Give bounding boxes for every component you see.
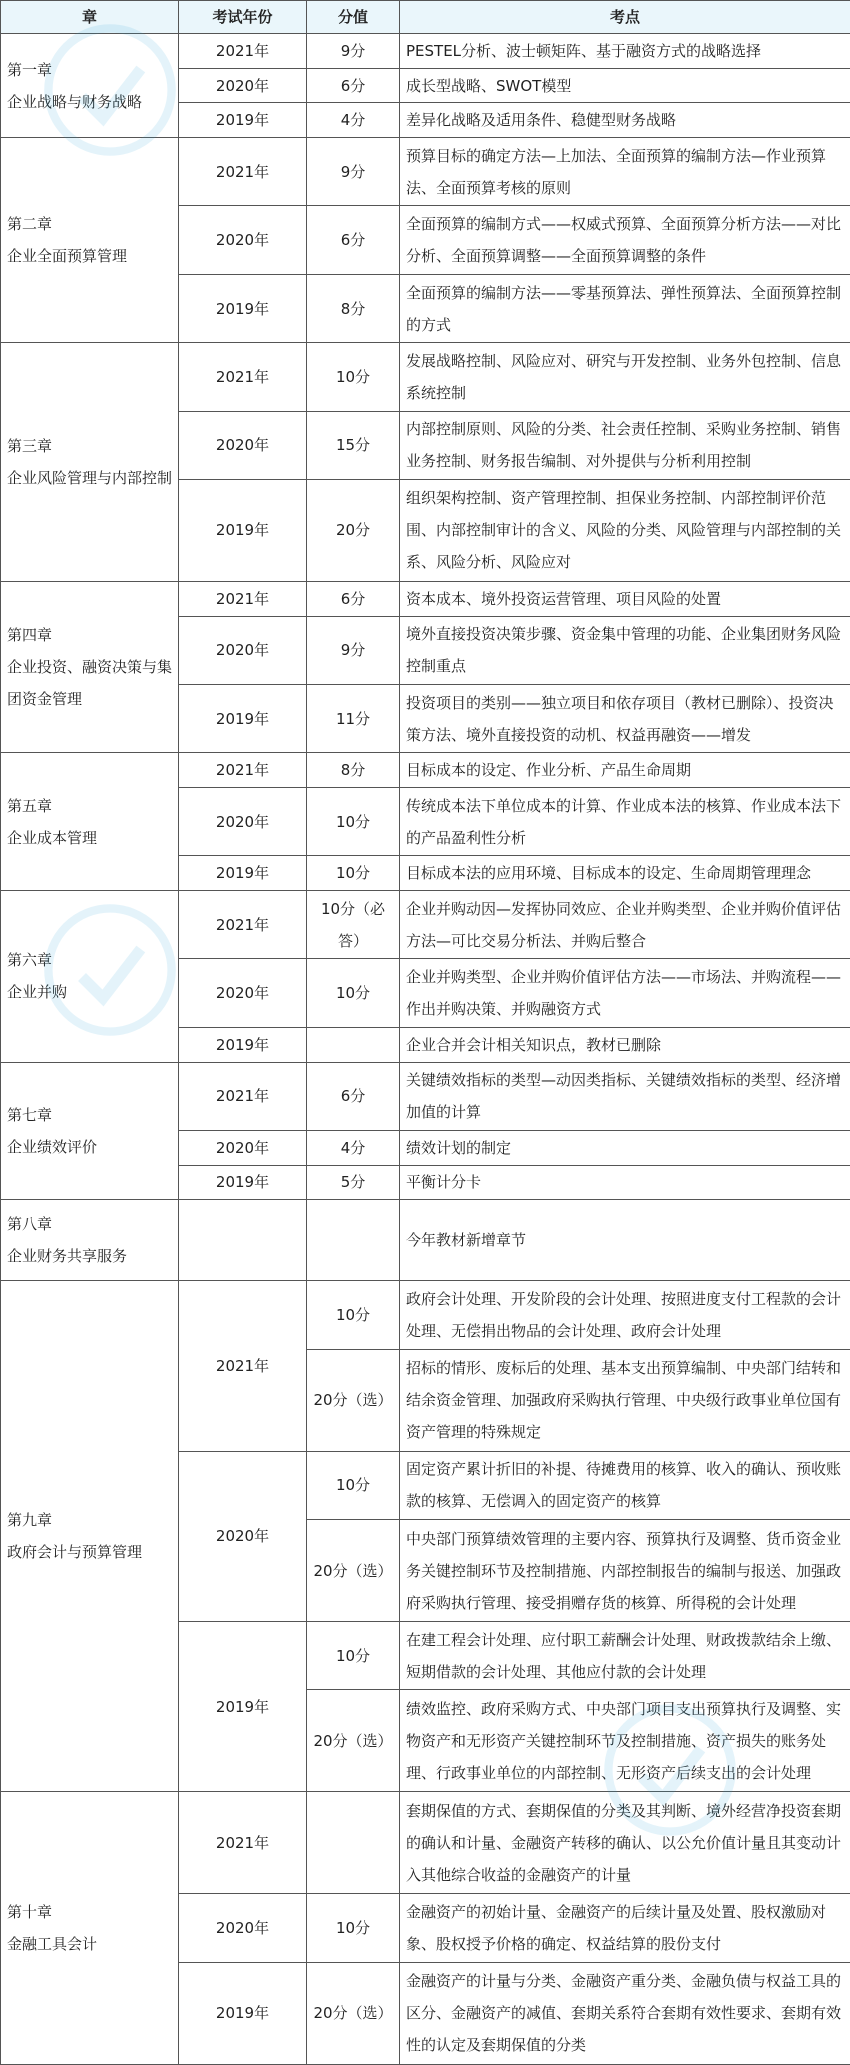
- score-cell: 10分: [307, 1894, 400, 1962]
- points-cell: 境外直接投资决策步骤、资金集中管理的功能、企业集团财务风险控制重点: [400, 616, 850, 684]
- chapter-cell: 第五章 企业成本管理: [1, 753, 179, 891]
- points-cell: 投资项目的类别——独立项目和依存项目（教材已删除）、投资决策方法、境外直接投资的动机、权益再融资——增发: [400, 684, 850, 752]
- table-row: [1, 1281, 850, 1349]
- year-cell: 2021年: [179, 138, 307, 206]
- year-cell: 2020年: [179, 206, 307, 274]
- points-cell: 关键绩效指标的类型—动因类指标、关键绩效指标的类型、经济增加值的计算: [400, 1062, 850, 1130]
- points-cell: 企业并购类型、企业并购价值评估方法——市场法、并购流程——作出并购决策、并购融资方式: [400, 959, 850, 1027]
- chapter-cell: 第四章 企业投资、融资决策与集团资金管理: [1, 581, 179, 752]
- points-cell: 绩效监控、政府采购方式、中央部门项目支出预算执行及调整、实物资产和无形资产关键控制环节及控制措施、资产损失的账务处理、行政事业单位的内部控制、无形资产后续支出的会计处理: [400, 1690, 850, 1792]
- points-cell: 传统成本法下单位成本的计算、作业成本法的核算、作业成本法下的产品盈利性分析: [400, 788, 850, 856]
- points-cell: 发展战略控制、风险应对、研究与开发控制、业务外包控制、信息系统控制: [400, 343, 850, 411]
- points-cell: 差异化战略及适用条件、稳健型财务战略: [400, 103, 850, 138]
- year-cell: [179, 1200, 307, 1281]
- table-row: [1, 581, 850, 616]
- score-cell: 10分: [307, 1622, 400, 1690]
- year-cell: 2019年: [179, 1622, 307, 1792]
- points-cell: 政府会计处理、开发阶段的会计处理、按照进度支付工程款的会计处理、无偿捐出物品的会计处理、政府会计处理: [400, 1281, 850, 1349]
- year-cell: 2021年: [179, 343, 307, 411]
- score-cell: 20分（选）: [307, 1690, 400, 1792]
- chapter-cell: 第九章 政府会计与预算管理: [1, 1281, 179, 1792]
- table-row: [1, 34, 850, 69]
- year-cell: 2021年: [179, 581, 307, 616]
- points-cell: PESTEL分析、波士顿矩阵、基于融资方式的战略选择: [400, 34, 850, 69]
- score-cell: 20分: [307, 479, 400, 581]
- header-score: 分值: [307, 1, 400, 34]
- points-cell: 企业并购动因—发挥协同效应、企业并购类型、企业并购价值评估方法—可比交易分析法、并购后整合: [400, 891, 850, 959]
- score-cell: 9分: [307, 616, 400, 684]
- score-cell: 8分: [307, 274, 400, 342]
- year-cell: 2020年: [179, 1894, 307, 1962]
- score-cell: 10分: [307, 788, 400, 856]
- year-cell: 2019年: [179, 479, 307, 581]
- year-cell: 2020年: [179, 788, 307, 856]
- year-cell: 2019年: [179, 103, 307, 138]
- table-row: [1, 891, 850, 959]
- score-cell: 9分: [307, 34, 400, 69]
- points-cell: 组织架构控制、资产管理控制、担保业务控制、内部控制评价范围、内部控制审计的含义、风险的分类、风险管理与内部控制的关系、风险分析、风险应对: [400, 479, 850, 581]
- table-row: [1, 753, 850, 788]
- points-cell: 预算目标的确定方法—上加法、全面预算的编制方法—作业预算法、全面预算考核的原则: [400, 138, 850, 206]
- score-cell: 8分: [307, 753, 400, 788]
- year-cell: 2020年: [179, 1451, 307, 1621]
- chapter-cell: 第十章 金融工具会计: [1, 1792, 179, 2065]
- points-cell: 企业合并会计相关知识点，教材已删除: [400, 1027, 850, 1062]
- year-cell: 2020年: [179, 959, 307, 1027]
- chapter-cell: 第三章 企业风险管理与内部控制: [1, 343, 179, 582]
- year-cell: 2021年: [179, 753, 307, 788]
- score-cell: 20分（选）: [307, 1520, 400, 1622]
- table-body: [1, 34, 850, 2065]
- year-cell: 2019年: [179, 1027, 307, 1062]
- points-cell: 套期保值的方式、套期保值的分类及其判断、境外经营净投资套期的确认和计量、金融资产转移的确认、以公允价值计量且其变动计入其他综合收益的金融资产的计量: [400, 1792, 850, 1894]
- year-cell: 2021年: [179, 1281, 307, 1451]
- chapter-cell: 第六章 企业并购: [1, 891, 179, 1062]
- points-cell: 招标的情形、废标后的处理、基本支出预算编制、中央部门结转和结余资金管理、加强政府采购执行管理、中央级行政事业单位国有资产管理的特殊规定: [400, 1349, 850, 1451]
- score-cell: 10分: [307, 1281, 400, 1349]
- year-cell: 2021年: [179, 891, 307, 959]
- table-row: [1, 1792, 850, 1894]
- table-row: [1, 343, 850, 411]
- points-cell: 成长型战略、SWOT模型: [400, 68, 850, 103]
- table-row: [1, 1062, 850, 1130]
- score-cell: 5分: [307, 1165, 400, 1200]
- score-cell: [307, 1792, 400, 1894]
- points-cell: 金融资产的初始计量、金融资产的后续计量及处置、股权激励对象、股权授予价格的确定、权益结算的股份支付: [400, 1894, 850, 1962]
- year-cell: 2020年: [179, 411, 307, 479]
- points-cell: 全面预算的编制方式——权威式预算、全面预算分析方法——对比分析、全面预算调整——全面预算调整的条件: [400, 206, 850, 274]
- year-cell: 2021年: [179, 34, 307, 69]
- score-cell: 10分: [307, 1451, 400, 1519]
- points-cell: 固定资产累计折旧的补提、待摊费用的核算、收入的确认、预收账款的核算、无偿调入的固定资产的核算: [400, 1451, 850, 1519]
- year-cell: 2019年: [179, 1962, 307, 2064]
- score-cell: 10分: [307, 959, 400, 1027]
- points-cell: 平衡计分卡: [400, 1165, 850, 1200]
- points-cell: 目标成本法的应用环境、目标成本的设定、生命周期管理理念: [400, 856, 850, 891]
- chapter-cell: 第二章 企业全面预算管理: [1, 138, 179, 343]
- points-cell: 内部控制原则、风险的分类、社会责任控制、采购业务控制、销售业务控制、财务报告编制、对外提供与分析利用控制: [400, 411, 850, 479]
- score-cell: 10分: [307, 343, 400, 411]
- points-cell: 中央部门预算绩效管理的主要内容、预算执行及调整、货币资金业务关键控制环节及控制措施、内部控制报告的编制与报送、加强政府采购执行管理、接受捐赠存货的核算、所得税的会计处理: [400, 1520, 850, 1622]
- chapter-cell: 第七章 企业绩效评价: [1, 1062, 179, 1200]
- year-cell: 2021年: [179, 1792, 307, 1894]
- year-cell: 2020年: [179, 1130, 307, 1165]
- year-cell: 2019年: [179, 1165, 307, 1200]
- score-cell: 10分: [307, 856, 400, 891]
- table-row: [1, 138, 850, 206]
- year-cell: 2019年: [179, 274, 307, 342]
- score-cell: 9分: [307, 138, 400, 206]
- header-chapter: 章: [1, 1, 179, 34]
- chapter-cell: 第八章 企业财务共享服务: [1, 1200, 179, 1281]
- chapter-cell: 第一章 企业战略与财务战略: [1, 34, 179, 138]
- score-cell: 11分: [307, 684, 400, 752]
- year-cell: 2021年: [179, 1062, 307, 1130]
- score-cell: [307, 1200, 400, 1281]
- score-cell: 6分: [307, 581, 400, 616]
- score-cell: 20分（选）: [307, 1349, 400, 1451]
- year-cell: 2019年: [179, 856, 307, 891]
- header-year: 考试年份: [179, 1, 307, 34]
- points-cell: 资本成本、境外投资运营管理、项目风险的处置: [400, 581, 850, 616]
- score-cell: 6分: [307, 68, 400, 103]
- score-cell: 4分: [307, 103, 400, 138]
- year-cell: 2019年: [179, 684, 307, 752]
- points-cell: 在建工程会计处理、应付职工薪酬会计处理、财政拨款结余上缴、短期借款的会计处理、其他应付款的会计处理: [400, 1622, 850, 1690]
- score-cell: 6分: [307, 206, 400, 274]
- table-header-row: [1, 1, 850, 34]
- points-cell: 全面预算的编制方法——零基预算法、弹性预算法、全面预算控制的方式: [400, 274, 850, 342]
- table-row: [1, 1200, 850, 1281]
- score-cell: 6分: [307, 1062, 400, 1130]
- score-cell: 15分: [307, 411, 400, 479]
- year-cell: 2020年: [179, 68, 307, 103]
- points-cell: 绩效计划的制定: [400, 1130, 850, 1165]
- points-cell: 金融资产的计量与分类、金融资产重分类、金融负债与权益工具的区分、金融资产的减值、套期关系符合套期有效性要求、套期有效性的认定及套期保值的分类: [400, 1962, 850, 2064]
- header-points: 考点: [400, 1, 850, 34]
- score-cell: 10分（必答）: [307, 891, 400, 959]
- year-cell: 2020年: [179, 616, 307, 684]
- score-cell: 4分: [307, 1130, 400, 1165]
- points-cell: 今年教材新增章节: [400, 1200, 850, 1281]
- score-cell: [307, 1027, 400, 1062]
- score-cell: 20分（选）: [307, 1962, 400, 2064]
- points-cell: 目标成本的设定、作业分析、产品生命周期: [400, 753, 850, 788]
